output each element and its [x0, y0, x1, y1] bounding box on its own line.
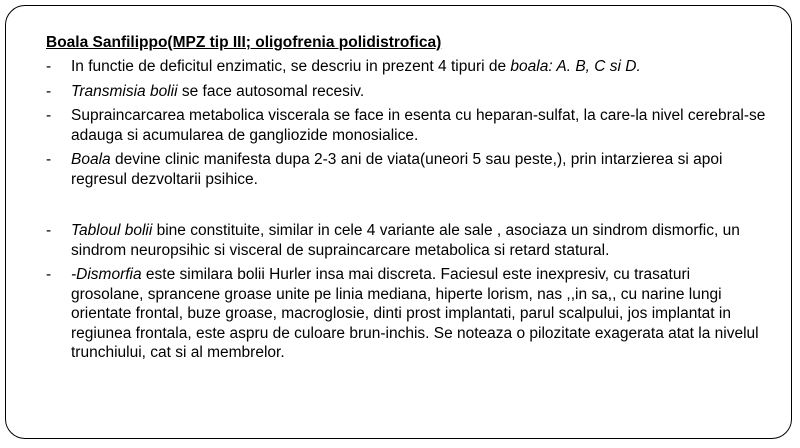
item-text: In functie de deficitul enzimatic, se descriu in prezent 4 tipuri de	[71, 58, 511, 75]
item-text-tail: este similara bolii Hurler insa mai discreta. Faciesul este inexpresiv, cu trasaturi grosolane, sprancene groase unite pe linia mediana, hiperte lorism, nas ,,in sa,, cu narine lungi orientate frontal, buze groase, macroglosie, dinti prost implantati, parul scalpului, jos implantat in regiunea frontala, este aspru de culoare brun-inchis. Se noteaza o pilozitate exagerata atat la nivelul trunchiului, cat si al membrelor.	[71, 266, 759, 361]
bullet-dash: -	[46, 82, 52, 100]
list-item	[46, 57, 766, 77]
text-box-content	[46, 33, 766, 368]
bullet-dash: -	[46, 266, 52, 283]
bullet-dash: -	[46, 151, 52, 168]
item-italic: boala: A. B, C si D.	[510, 58, 641, 75]
list-item	[46, 82, 766, 102]
list-item	[46, 265, 766, 363]
list-item	[46, 106, 766, 145]
bullet-dash: -	[46, 58, 52, 75]
bullet-dash: -	[46, 222, 52, 239]
item-italic: Tabloul bolii	[71, 222, 153, 239]
list-item	[46, 150, 766, 189]
paragraph-gap	[46, 194, 766, 221]
item-text-tail: se face autosomal recesiv.	[177, 82, 365, 100]
item-text: Supraincarcarea metabolica viscerala se face in esenta cu heparan-sulfat, la care-la nivel cerebral-se adauga si acumularea de gangliozide monosialice.	[71, 107, 766, 144]
item-italic: Boala	[71, 151, 111, 168]
item-italic: -Dismorfia	[71, 266, 142, 283]
bullet-dash: -	[46, 107, 52, 124]
item-text-tail: bine constituite, similar in cele 4 variante ale sale , asociaza un sindrom dismorfic, un sindrom neuropsihic si visceral de supraincarcare metabolica si retard statural.	[71, 222, 740, 259]
section-title: Boala Sanfilippo(MPZ tip III; oligofrenia polidistrofica)	[46, 34, 442, 51]
item-italic: Transmisia bolii	[71, 82, 178, 100]
item-text-tail: devine clinic manifesta dupa 2-3 ani de viata(uneori 5 sau peste,), prin intarzierea si apoi regresul dezvoltarii psihice.	[71, 151, 723, 188]
text-box-frame	[5, 5, 792, 439]
list-item	[46, 221, 766, 260]
